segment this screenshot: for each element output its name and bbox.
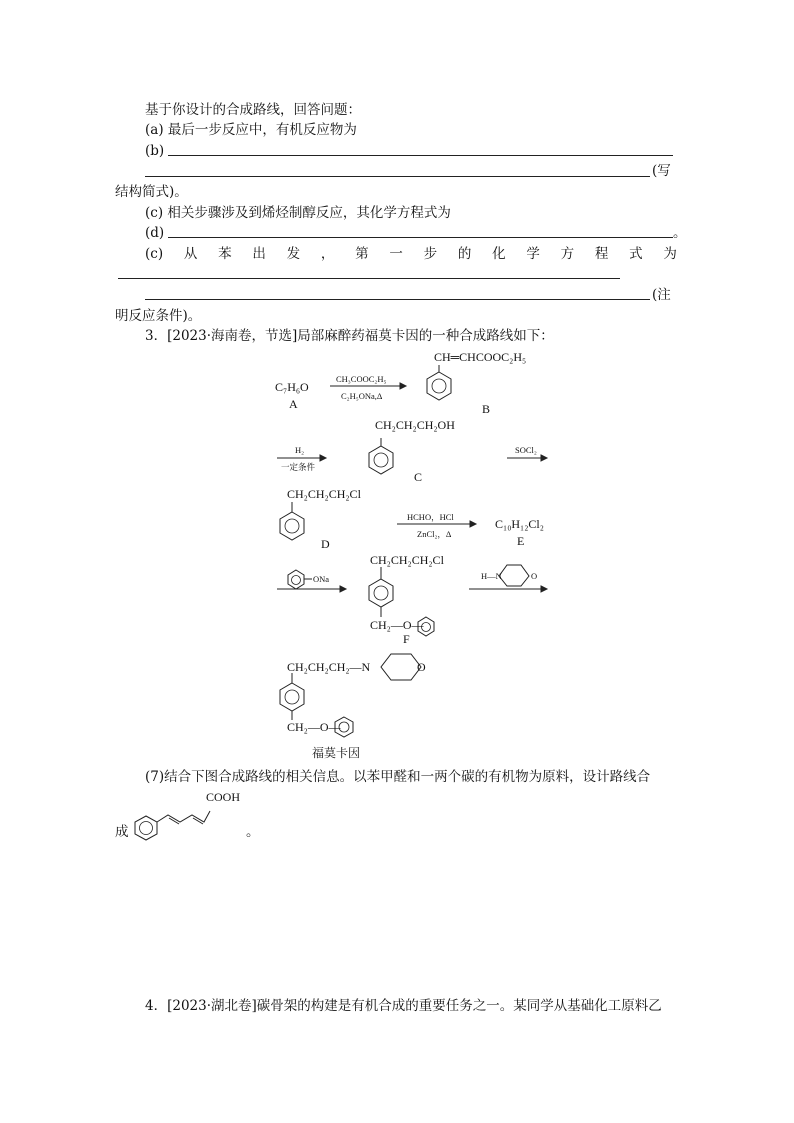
benzene-ring-f bbox=[369, 579, 393, 607]
benzene-ring-product bbox=[280, 683, 304, 711]
question-7-prefix: 成 bbox=[115, 824, 129, 840]
morpholine-ring-product bbox=[381, 654, 421, 680]
reagent-1-bottom: C₂H₅ONa,Δ bbox=[341, 391, 383, 401]
qc2-char: 学 bbox=[526, 246, 540, 262]
compound-a-formula: C₇H₆O bbox=[275, 380, 309, 394]
qc2-char: 发 bbox=[286, 246, 301, 262]
diene-chain-target bbox=[157, 811, 210, 822]
arrow-head-1 bbox=[400, 383, 406, 389]
qc2-char: 苯 bbox=[218, 246, 232, 262]
product-name: 福莫卡因 bbox=[312, 746, 361, 760]
question-c2-tail: (注 bbox=[652, 287, 671, 303]
reagent-2-bottom: 一定条件 bbox=[281, 462, 316, 472]
qc2-char: 化 bbox=[492, 246, 506, 262]
qc2-char: 一 bbox=[389, 246, 403, 262]
compound-b-chain: CH═CHCOOC₂H₅ bbox=[434, 350, 527, 364]
reagent-5-label: ONa bbox=[313, 574, 330, 584]
qc2-char: 从 bbox=[183, 246, 198, 262]
qc2-char: 出 bbox=[252, 246, 266, 262]
benzene-ring-d bbox=[280, 512, 304, 540]
product-link: CH₂—O— bbox=[287, 720, 341, 734]
qc2-char: 第 bbox=[355, 246, 369, 262]
morpholine-ring-reagent bbox=[499, 565, 529, 586]
qc2-char: 程 bbox=[594, 246, 609, 262]
qc2-char: 式 bbox=[629, 246, 643, 262]
question-c2-continuation: 明反应条件)。 bbox=[115, 308, 202, 324]
reagent-2-top: H₂ bbox=[295, 445, 305, 455]
phenoxide-ring bbox=[288, 570, 304, 589]
compound-a-label: A bbox=[289, 397, 298, 411]
reagent-3-top: SOCl₂ bbox=[515, 445, 537, 455]
compound-e-label: E bbox=[517, 534, 525, 548]
question-d-label: (d) bbox=[145, 225, 165, 241]
product-chain: CH₂CH₂CH₂—N bbox=[287, 660, 371, 674]
compound-d-chain: CH₂CH₂CH₂Cl bbox=[287, 487, 361, 501]
qc2-char: 的 bbox=[457, 246, 472, 262]
compound-b-label: B bbox=[482, 402, 491, 416]
qc2-char: ， bbox=[320, 246, 335, 262]
question-b-tail: (写 bbox=[652, 163, 671, 179]
question-c1: (c) 相关步骤涉及到烯烃制醇反应，其化学方程式为 bbox=[145, 205, 451, 221]
qc2-char: 为 bbox=[663, 246, 677, 262]
reagent-6-o: O bbox=[531, 571, 538, 581]
benzene-ring-target bbox=[135, 816, 157, 840]
compound-f-chain: CH₂CH₂CH₂Cl bbox=[370, 553, 444, 567]
qc2-char: (c) bbox=[145, 246, 164, 262]
compound-c-label: C bbox=[414, 470, 423, 484]
question-d-end: 。 bbox=[673, 225, 687, 241]
qc2-char: 步 bbox=[423, 246, 438, 262]
benzene-ring-b bbox=[427, 372, 451, 400]
compound-d-label: D bbox=[321, 537, 330, 551]
question-b-label: (b) bbox=[145, 143, 165, 159]
compound-e-formula: C₁₀H₁₂Cl₂ bbox=[495, 517, 544, 531]
benzene-ring-c bbox=[369, 446, 393, 474]
compound-f-link: CH₂—O— bbox=[370, 618, 424, 632]
problem-3-heading: 3．[2023·海南卷，节选]局部麻醉药福莫卡因的一种合成路线如下： bbox=[145, 328, 554, 344]
intro-line: 基于你设计的合成路线，回答问题： bbox=[145, 102, 361, 118]
question-b-continuation: 结构简式)。 bbox=[115, 184, 188, 200]
problem-4-heading: 4．[2023·湖北卷]碳骨架的构建是有机合成的重要任务之一。某同学从基础化工原料乙 bbox=[145, 998, 662, 1014]
reagent-6-h: H—N bbox=[481, 571, 502, 581]
compound-f-label: F bbox=[403, 632, 410, 646]
qc2-char: 方 bbox=[560, 246, 575, 262]
question-a: (a) 最后一步反应中，有机反应物为 bbox=[145, 122, 357, 138]
reagent-4-bottom: ZnCl₂，Δ bbox=[417, 529, 452, 539]
reagent-4-top: HCHO，HCl bbox=[407, 512, 454, 522]
reagent-1-top: CH₃COOC₂H₅ bbox=[336, 374, 387, 384]
target-cooh: COOH bbox=[206, 790, 241, 804]
compound-c-chain: CH₂CH₂CH₂OH bbox=[375, 418, 455, 432]
question-7-end: 。 bbox=[246, 824, 260, 840]
question-7: (7)结合下图合成路线的相关信息。以苯甲醛和一两个碳的有机物为原料，设计路线合 bbox=[145, 769, 651, 785]
product-morph-o: O bbox=[417, 660, 426, 674]
